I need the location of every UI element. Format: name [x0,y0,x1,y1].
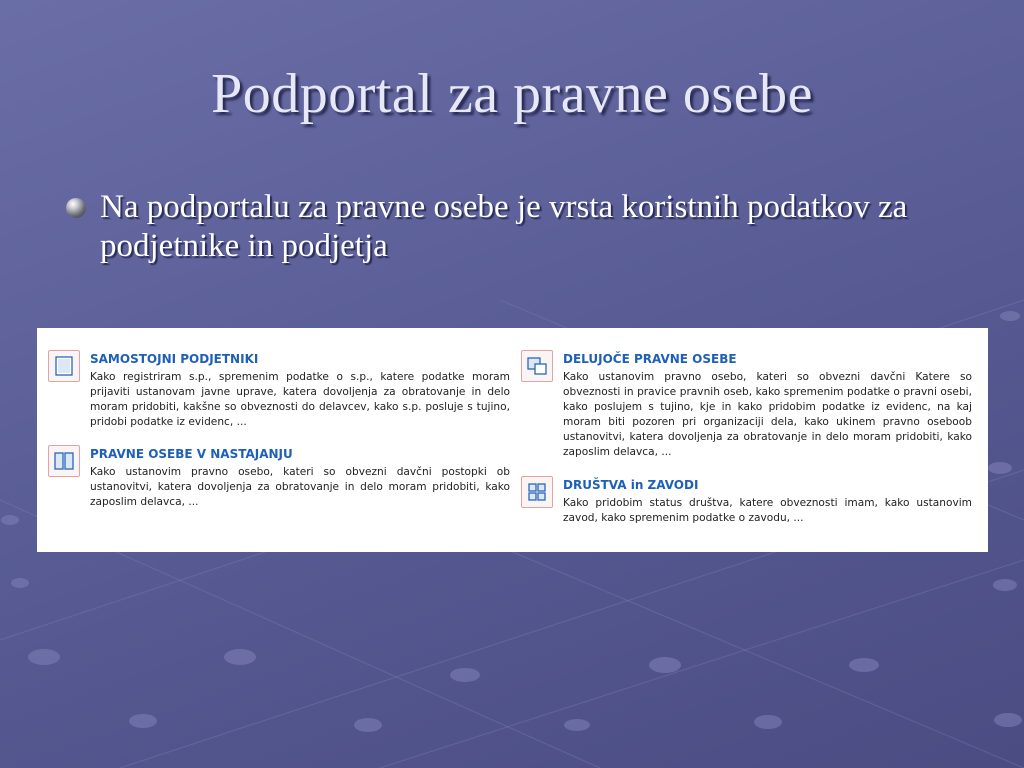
document-icon[interactable] [48,350,80,382]
section-title-link[interactable]: PRAVNE OSEBE V NASTAJANJU [90,447,293,461]
bullet-text: Na podportalu za pravne osebe je vrsta koristnih podatkov za podjetnike in podjetja [100,189,908,264]
section-description: Kako pridobim status društva, katere obveznosti imam, kako ustanovim zavod, kako spremenim podatke o zavodu, ... [563,497,972,524]
section-title-link[interactable]: DELUJOČE PRAVNE OSEBE [563,352,737,366]
section-description: Kako ustanovim pravno osebo, kateri so obvezni davčni Katere so obveznosti in pravice pravnih oseb, kako spremenim podatke o pravni osebi, kako poslujem s tujino, kje in kako pridobim podatke iz evidenc, na kaj moram biti pozoren pri organizaciji dela, kako ukinem pravno oseboob ustanovitvi, katera dovoljenja za obratovanje in delo moram pridobiti, kako zaposlim delavca, ... [563,371,972,458]
two-pages-icon[interactable] [48,445,80,477]
grid-icon[interactable] [521,476,553,508]
bullet-point [64,188,964,266]
section-title-link[interactable]: SAMOSTOJNI PODJETNIKI [90,352,259,366]
bullet-sphere-icon [66,198,86,218]
slide-title: Podportal za pravne osebe [211,63,813,125]
portal-screenshot [37,328,988,552]
overlapping-windows-icon[interactable] [521,350,553,382]
section-description: Kako ustanovim pravno osebo, kateri so obvezni davčni postopki ob ustanovitvi, katera dovoljenja za obratovanje in delo moram pridobiti, kako zaposlim delavca, ... [90,466,510,508]
section-description: Kako registriram s.p., spremenim podatke o s.p., katere podatke moram prijaviti ustanovam javne uprave, katera dovoljenja za obratovanje in delo moram pridobiti, kakšne so obveznosti do delavcev, kako s.p. posluje s tujino, pridobi podatke iz evidenc, ... [90,371,510,428]
section-title-link[interactable]: DRUŠTVA in ZAVODI [563,478,699,492]
